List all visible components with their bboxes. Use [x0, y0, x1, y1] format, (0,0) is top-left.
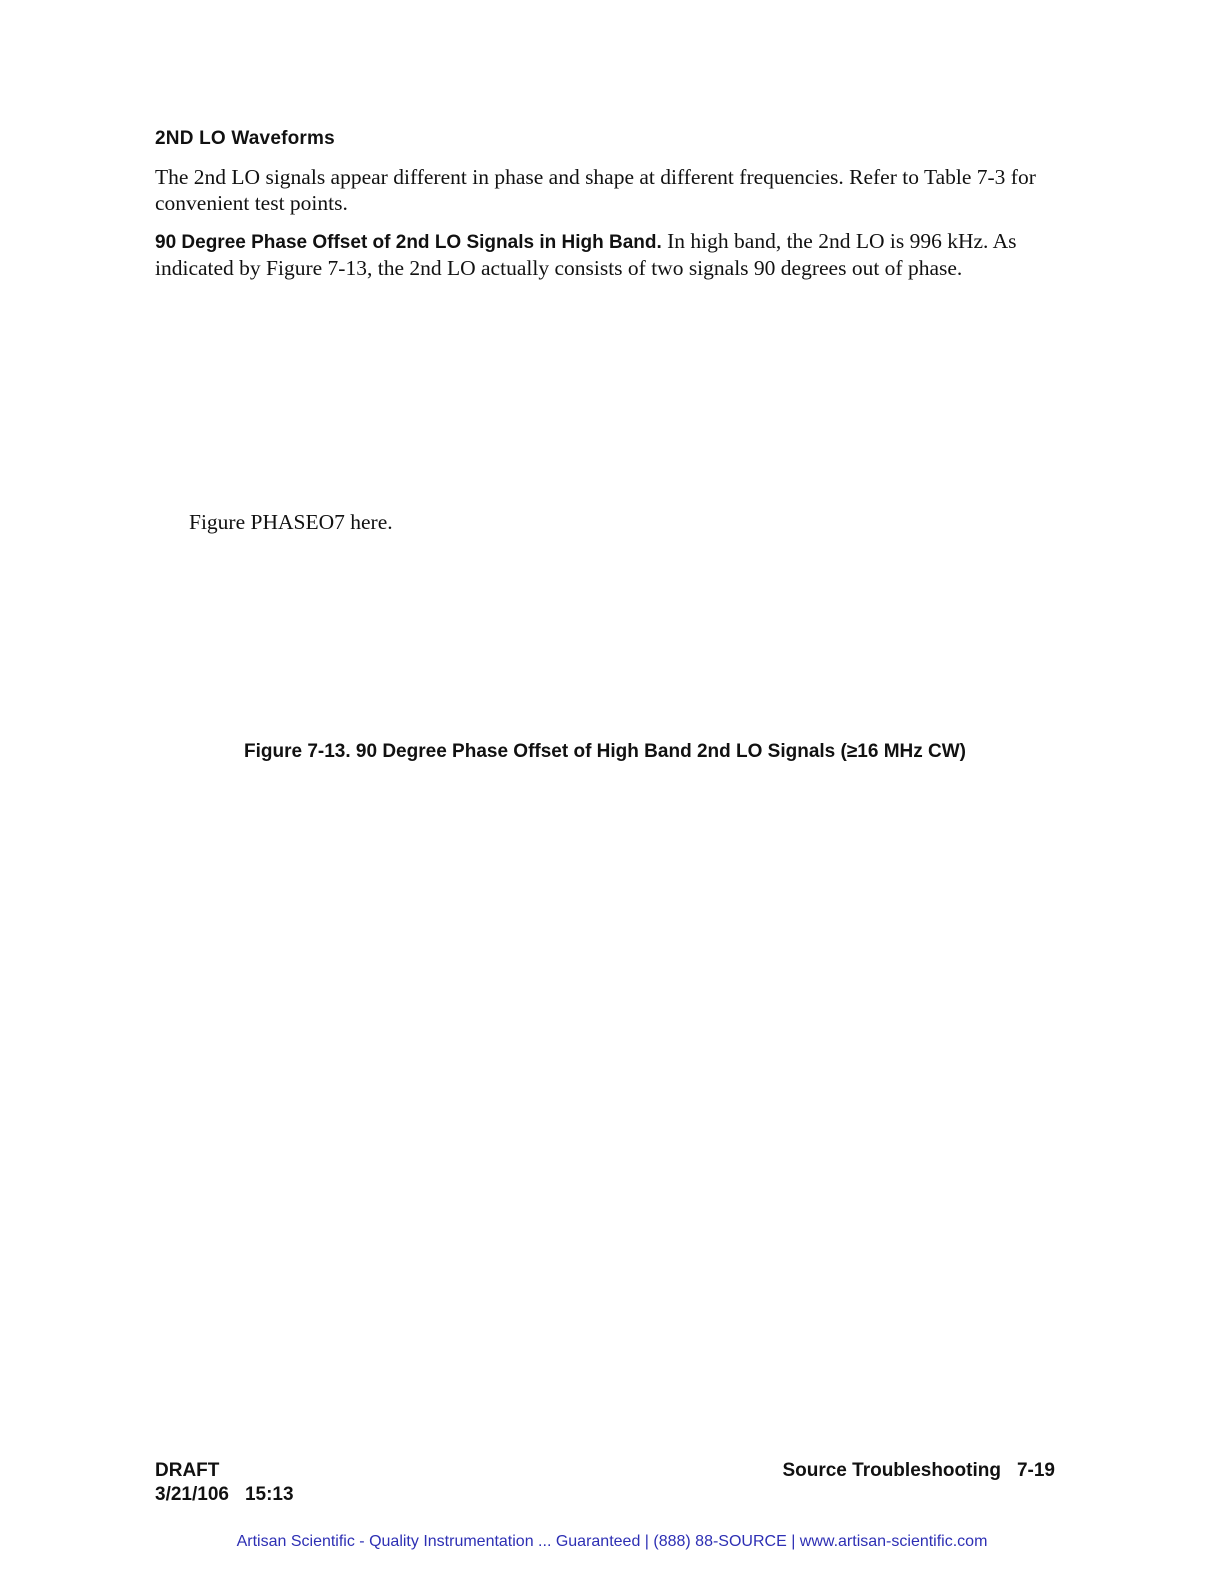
- section-heading: 2ND LO Waveforms: [155, 128, 335, 149]
- run-in-heading: 90 Degree Phase Offset of 2nd LO Signals in High Band.: [155, 232, 662, 253]
- watermark-link[interactable]: Artisan Scientific - Quality Instrumentation ... Guaranteed | (888) 88-SOURCE | www.artisan-scientific.com: [236, 1533, 988, 1550]
- draft-label: DRAFT: [155, 1460, 220, 1481]
- phase-offset-paragraph: [155, 229, 1055, 281]
- figure-placeholder: Figure PHASEO7 here.: [189, 510, 393, 534]
- intro-paragraph: The 2nd LO signals appear different in phase and shape at different frequencies. Refer to Table 7-3 for convenient test points.: [155, 165, 1036, 215]
- footer-time: 15:13: [244, 1484, 294, 1505]
- page-number: 7-19: [1016, 1460, 1055, 1481]
- footer-timestamp: [155, 1483, 294, 1507]
- chapter-title: Source Troubleshooting: [782, 1460, 1001, 1481]
- footer-left: [155, 1459, 294, 1507]
- phase-offset-body: In high band, the 2nd LO is 996 kHz. As indicated by Figure 7-13, the 2nd LO actually consists of two signals 90 degrees out of phase.: [155, 229, 1017, 280]
- figure-caption: Figure 7-13. 90 Degree Phase Offset of High Band 2nd LO Signals (≥16 MHz CW): [244, 741, 966, 762]
- footer-date: 3/21/106: [155, 1484, 229, 1505]
- footer-right: [782, 1459, 1055, 1483]
